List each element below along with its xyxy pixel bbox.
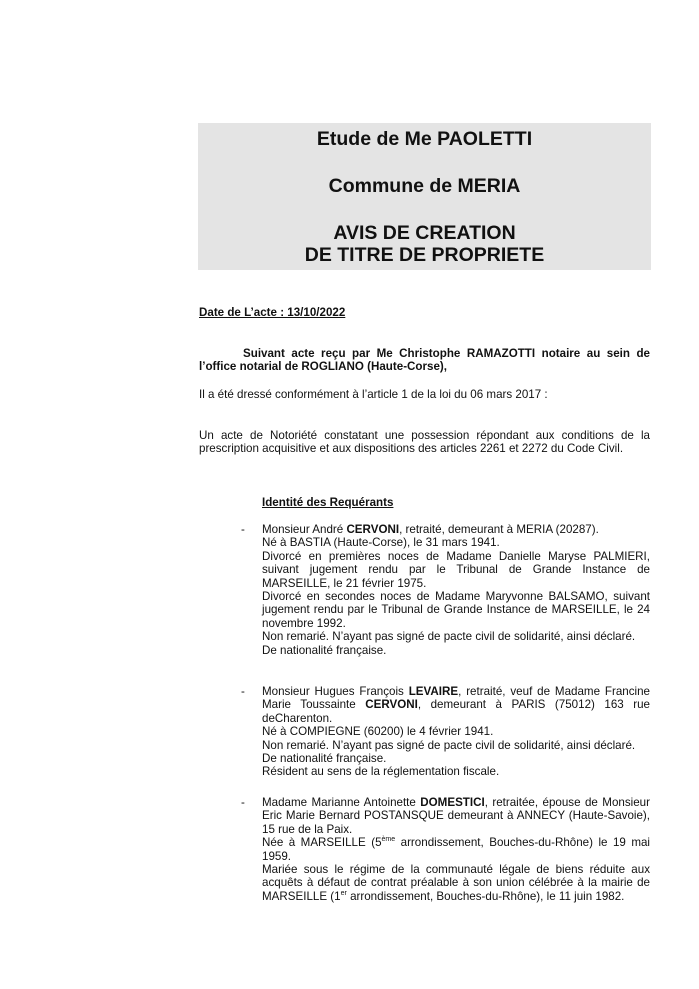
requerant-surname: CERVONI (346, 523, 400, 536)
requerant-body (262, 523, 650, 657)
suivant-acte-paragraph (199, 347, 650, 374)
requerant-surname: LEVAIRE (408, 685, 459, 698)
intro-text: , retraité, veuf de Madame Francine Marie Toussainte (262, 685, 651, 712)
requerant-line: Non remarié. N’ayant pas signé de pacte civil de solidarité, ainsi déclaré. (262, 738, 636, 752)
list-dash: - (241, 685, 245, 698)
requerant-intro (262, 523, 650, 536)
intro-text: , demeurant à PARIS (75012) 163 rue deCharenton. (262, 698, 650, 725)
header-box (198, 123, 651, 270)
avis-title-line2: DE TITRE DE PROPRIETE (304, 244, 545, 266)
spouse-surname: CERVONI (365, 698, 418, 712)
ordinal-suffix: ème (381, 836, 396, 844)
notoriete-paragraph: Un acte de Notoriété constatant une possession répondant aux conditions de la prescription acquisitive et aux dispositions des articles 2261 et 2272 du Code Civil. (199, 429, 650, 456)
marriage-text: arrondissement, Bouches-du-Rhône), le 11 juin 1982. (346, 889, 625, 903)
requerant-line: Résident au sens de la réglementation fiscale. (262, 765, 500, 779)
intro-text: Monsieur Hugues François (262, 685, 409, 698)
requerants-section-title: Identité des Requérants (262, 496, 394, 509)
suivant-line-1: Suivant acte reçu par Me Christophe RAMAZOTTI notaire au sein de (243, 347, 650, 360)
requerant-line: De nationalité française. (262, 752, 387, 766)
requerant-line: Non remarié. N’ayant pas signé de pacte civil de solidarité, ainsi déclaré. (262, 630, 636, 644)
intro-text: , retraitée, épouse de Monsieur Eric Marie Bernard POSTANSQUE demeurant à ANNECY (Haute-Savoie), 15 rue de la Paix. (262, 796, 650, 836)
intro-text: , retraité, demeurant à MERIA (20287). (399, 523, 599, 536)
requerant-marriage (262, 863, 650, 903)
dresse-paragraph: Il a été dressé conformément à l’article 1 de la loi du 06 mars 2017 : (199, 388, 548, 401)
list-dash: - (241, 523, 245, 536)
suivant-line-2: l’office notarial de ROGLIANO (Haute-Corse), (199, 360, 448, 374)
requerant-line: Divorcé en premières noces de Madame Danielle Maryse PALMIERI, suivant jugement rendu par le Tribunal de Grande Instance de MARSEILLE, le 21 février 1975. (262, 549, 650, 590)
requerant-surname: DOMESTICI (420, 796, 485, 809)
acte-date: Date de L’acte : 13/10/2022 (199, 306, 346, 319)
requerant-birth (262, 836, 650, 863)
requerant-body (262, 796, 650, 903)
requerant-line: Divorcé en secondes noces de Madame Maryvonne BALSAMO, suivant jugement rendu par le Tribunal de Grande Instance de MARSEILLE, le 24 novembre 1992. (262, 590, 650, 630)
commune-title: Commune de MERIA (328, 175, 521, 197)
birth-text: Née à MARSEILLE (5 (262, 836, 382, 850)
avis-title (198, 222, 651, 266)
requerant-body (262, 685, 650, 779)
etude-title: Etude de Me PAOLETTI (316, 128, 533, 150)
intro-text: Monsieur André (262, 523, 347, 536)
intro-text: Madame Marianne Antoinette (262, 796, 421, 809)
requerant-intro (262, 685, 650, 725)
requerant-line: Né à COMPIEGNE (60200) le 4 février 1941. (262, 725, 494, 739)
requerant-line: Né à BASTIA (Haute-Corse), le 31 mars 1941. (262, 536, 500, 550)
birth-text: arrondissement, Bouches-du-Rhône) le 19 mai 1959. (262, 836, 650, 863)
requerant-intro (262, 796, 650, 836)
requerant-line: De nationalité française. (262, 643, 387, 657)
marriage-text: Mariée sous le régime de la communauté légale de biens réduite aux acquêts à défaut de contrat préalable à son union célébrée à la mairie de MARSEILLE (1 (262, 863, 650, 903)
list-dash: - (241, 796, 245, 809)
avis-title-line1: AVIS DE CREATION (333, 222, 516, 244)
ordinal-suffix: er (340, 889, 347, 897)
